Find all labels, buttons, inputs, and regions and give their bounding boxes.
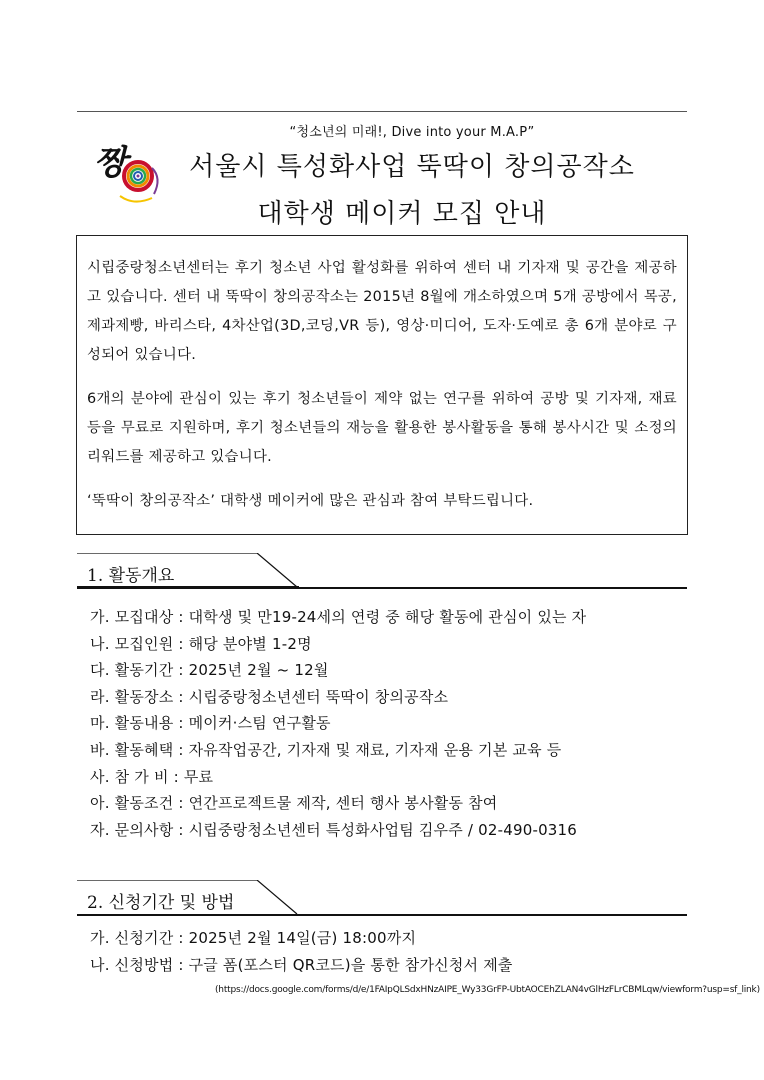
intro-paragraph-3: ‘뚝딱이 창의공작소’ 대학생 메이커에 많은 관심과 참여 부탁드립니다.: [87, 493, 534, 509]
list-item: 나. 신청방법 : 구글 폼(포스터 QR코드)을 통한 참가신청서 제출: [90, 955, 513, 974]
list-item: 자. 문의사항 : 시립중랑청소년센터 특성화사업팀 김우주 / 02-490-0316: [90, 820, 578, 839]
section1-list: [90, 604, 586, 843]
section1-heading: [77, 553, 299, 589]
intro-paragraph-2: 6개의 분야에 관심이 있는 후기 청소년들이 제약 없는 연구를 위하여 공방 및 기자재, 재료 등을 무료로 지원하며, 후기 청소년들의 재능을 활용한 봉사활동을 통해 봉사시간 및 소정의 리워드를 제공하고 있습니다.: [87, 391, 677, 465]
motto-text: “청소년의 미래!, Dive into your M.A.P”: [289, 125, 535, 140]
section2-underline: [77, 914, 687, 916]
page-subtitle: 대학생 메이커 모집 안내: [257, 199, 547, 229]
list-item: 가. 신청기간 : 2025년 2월 14일(금) 18:00까지: [90, 929, 417, 947]
top-rule: [77, 111, 687, 112]
svg-text:짱: 짱: [94, 143, 127, 183]
section1-title: 1. 활동개요: [87, 566, 175, 586]
list-item: 나. 모집인원 : 해당 분야별 1-2명: [90, 634, 312, 653]
section1-underline: [77, 587, 687, 589]
list-item: 마. 활동내용 : 메이커·스팀 연구활동: [90, 714, 331, 733]
section2-list: [90, 925, 513, 978]
list-item: 아. 활동조건 : 연간프로젝트물 제작, 센터 행사 봉사활동 참여: [90, 794, 498, 813]
intro-paragraph-1: 시립중랑청소년센터는 후기 청소년 사업 활성화를 위하여 센터 내 기자재 및 공간을 제공하고 있습니다. 센터 내 뚝딱이 창의공작소는 2015년 8월에 개소하였으며 5개 공방에서 목공, 제과제빵, 바리스타, 4차산업(3D,코딩,VR 등), 영상·미디어, 도자·도예로 총 6개 분야로 구성되어 있습니다.: [87, 260, 677, 363]
section2-title: 2. 신청기간 및 방법: [87, 893, 235, 913]
page-title: 서울시 특성화사업 뚝딱이 창의공작소: [189, 152, 635, 182]
list-item: 바. 활동혜택 : 자유작업공간, 기자재 및 재료, 기자재 운용 기본 교육 등: [90, 740, 562, 759]
section2-heading: [77, 880, 299, 916]
application-form-link[interactable]: (https://docs.google.com/forms/d/e/1FAIpQLSdxHNzAIPE_Wy33GrFP-UbtAOCEhZLAN4vGlHzFLrCBMLqw/viewform?usp=sf_link): [215, 985, 760, 995]
intro-box: [76, 235, 688, 535]
list-item: 라. 활동장소 : 시립중랑청소년센터 뚝딱이 창의공작소: [90, 687, 449, 706]
list-item: 다. 활동기간 : 2025년 2월 ~ 12월: [90, 661, 329, 680]
list-item: 가. 모집대상 : 대학생 및 만19-24세의 연령 중 해당 활동에 관심이 있는 자: [90, 608, 587, 626]
list-item: 사. 참 가 비 : 무료: [90, 767, 214, 786]
